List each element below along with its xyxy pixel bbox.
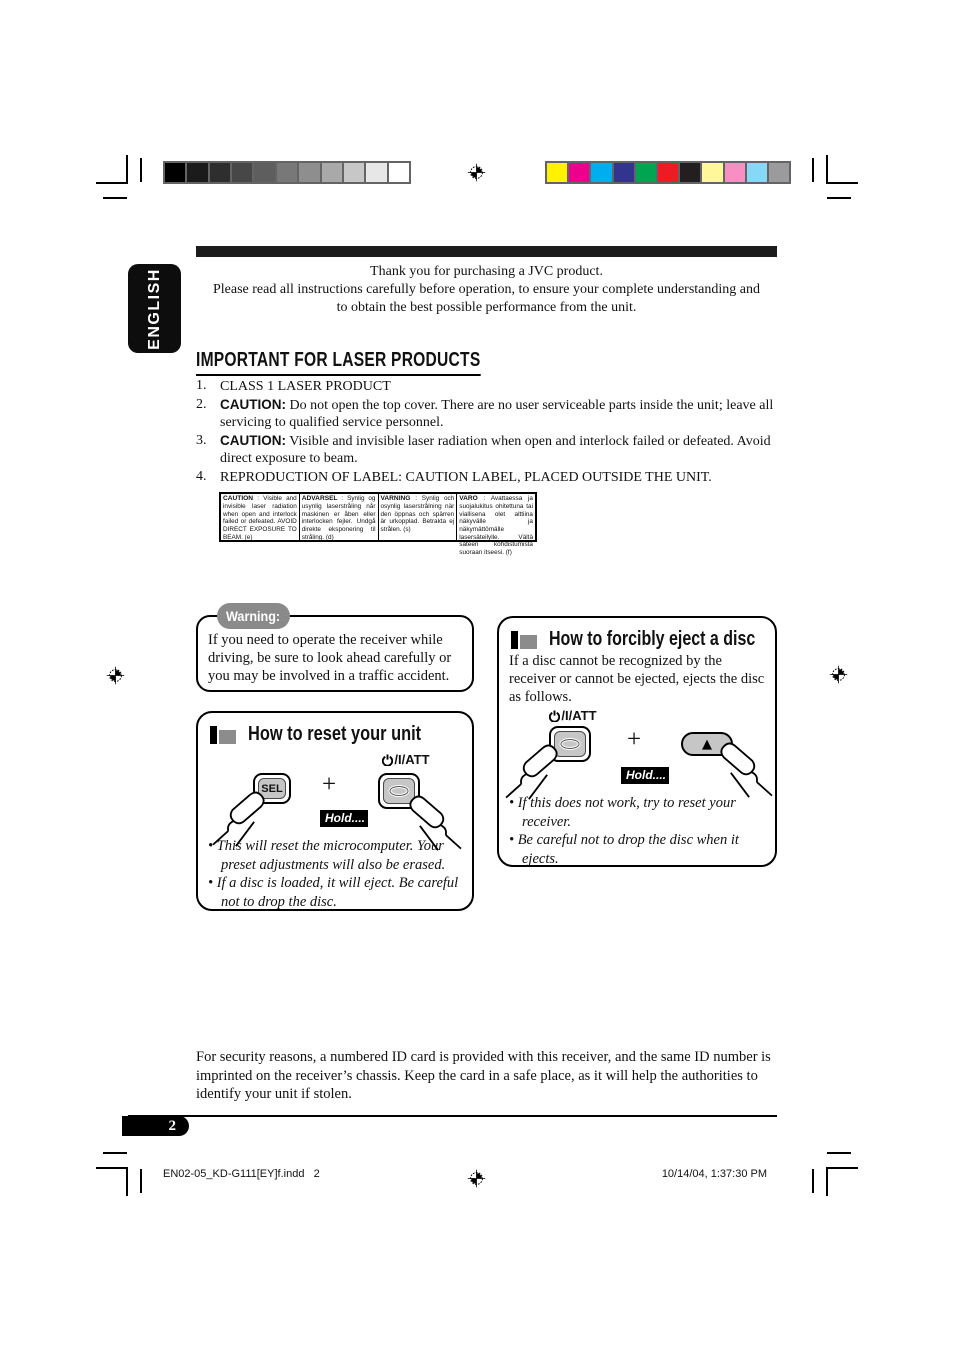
color-swatch: [725, 163, 747, 182]
color-swatch: [680, 163, 702, 182]
registration-mark-icon: [467, 1169, 486, 1188]
plus-sign: +: [322, 771, 337, 798]
color-swatch: [165, 163, 187, 182]
caution-label-column-english: CAUTION : Visible and invisible laser radiation when open and interlock failed or defeated. AVOID DIRECT EXPOSURE TO BEAM. (e): [221, 494, 300, 540]
color-swatch: [747, 163, 769, 182]
hold-badge: Hold....: [320, 810, 368, 827]
registration-mark-icon: [467, 163, 486, 182]
language-tab-english: [128, 264, 181, 353]
security-note: For security reasons, a numbered ID card is provided with this receiver, and the same ID number is imprinted on the receiver’s chassis. Keep the card in a safe place, as it will help the authorities to identify your unit if stolen.: [196, 1049, 771, 1102]
eject-box-title-row: [511, 628, 807, 651]
power-icon: [382, 754, 393, 766]
color-swatch: [299, 163, 321, 182]
forcibly-eject-box: [497, 616, 777, 867]
intro-line: Thank you for purchasing a JVC product.: [370, 264, 603, 279]
power-att-button-label: /I/ATT: [366, 752, 446, 767]
color-swatch: [254, 163, 276, 182]
warning-box: [196, 608, 474, 692]
power-icon: [549, 710, 560, 722]
finger-icon: [503, 741, 573, 801]
color-calibration-bar: [545, 161, 791, 184]
note-item: • Be careful not to drop the disc when it ejects.: [509, 831, 773, 868]
color-swatch: [210, 163, 232, 182]
color-swatch: [614, 163, 636, 182]
intro-line: to obtain the best possible performance from the unit.: [336, 300, 637, 315]
reset-unit-box: [196, 711, 474, 911]
eject-box-intro: If a disc cannot be recognized by the receiver or cannot be ejected, ejects the disc as follows.: [509, 653, 765, 705]
color-swatch: [366, 163, 388, 182]
warning-badge: [217, 603, 290, 629]
note-item: • If this does not work, try to reset your receiver.: [509, 794, 773, 831]
intro-line: Please read all instructions carefully before operation, to ensure your complete understanding and: [213, 282, 760, 297]
color-swatch: [658, 163, 680, 182]
registration-mark-icon: [829, 665, 848, 684]
color-swatch: [232, 163, 254, 182]
folder-icon: [511, 631, 537, 649]
list-item: 2. CAUTION: Do not open the top cover. There are no user serviceable parts inside the unit; leave all servicing to qualified service personnel.: [196, 396, 774, 431]
footer-file-info: EN02-05_KD-G111[EY]f.indd 2: [163, 1168, 320, 1180]
eject-icon: ▲: [702, 736, 712, 752]
color-swatch: [547, 163, 569, 182]
eject-box-notes: [509, 794, 773, 868]
color-swatch: [769, 163, 789, 182]
list-item: 1. CLASS 1 LASER PRODUCT: [196, 378, 391, 394]
sel-button-illustration: SEL: [253, 773, 291, 804]
page-number-tab: [122, 1116, 189, 1136]
color-swatch: [344, 163, 366, 182]
page-number: 2: [168, 1118, 176, 1134]
warning-badge-label: Warning:: [226, 608, 281, 624]
note-item: • This will reset the microcomputer. Your preset adjustments will also be erased.: [208, 837, 468, 874]
finger-icon: [705, 739, 775, 799]
hold-badge: Hold....: [621, 767, 669, 784]
color-swatch: [187, 163, 209, 182]
grayscale-calibration-bar: [163, 161, 411, 184]
registration-mark-icon: [106, 666, 125, 685]
list-item: 4. REPRODUCTION OF LABEL: CAUTION LABEL, PLACED OUTSIDE THE UNIT.: [196, 468, 712, 485]
section-heading: [196, 349, 561, 376]
footer-timestamp: 10/14/04, 1:37:30 PM: [661, 1168, 767, 1180]
section-divider-bar: [196, 246, 777, 257]
laser-items-list: [196, 377, 792, 487]
reset-box-title: How to reset your unit: [248, 723, 422, 745]
caution-label-column-finnish: VARO : Avattaessa ja suojalukitus ohitettuna tai viallisena olet alttiina näkyvälle ja näkymättömälle lasersäteilylle. Vältä säteen kohdistumista suoraan itseesi. (f): [459, 495, 533, 557]
caution-label-reproduction: [219, 492, 537, 557]
note-item: • If a disc is loaded, it will eject. Be careful not to drop the disc.: [208, 874, 468, 911]
section-heading-text: IMPORTANT FOR LASER PRODUCTS: [196, 349, 480, 376]
power-att-button-label: /I/ATT: [533, 708, 613, 723]
reset-box-notes: [208, 837, 468, 911]
eject-box-title: How to forcibly eject a disc: [549, 628, 756, 650]
caution-label-column-danish: ADVARSEL : Synlig og usynlig laserstråling når maskinen er åben eller interlocken fejler. Undgå direkte eksponering til stråling. (d): [300, 494, 379, 540]
plus-sign: +: [627, 726, 642, 753]
list-item: 3. CAUTION: Visible and invisible laser radiation when open and interlock failed or defeated. Avoid direct exposure to beam.: [196, 432, 771, 467]
color-swatch: [591, 163, 613, 182]
folder-icon: [210, 726, 236, 744]
color-swatch: [322, 163, 344, 182]
color-swatch: [389, 163, 409, 182]
language-tab-label: ENGLISH: [145, 267, 163, 350]
color-swatch: [636, 163, 658, 182]
intro-paragraph: [196, 263, 777, 317]
footer-rule: [128, 1115, 777, 1117]
color-swatch: [277, 163, 299, 182]
color-swatch: [702, 163, 724, 182]
warning-text: If you need to operate the receiver while driving, be sure to look ahead carefully or you may be involved in a traffic accident.: [208, 632, 452, 684]
reset-box-title-row: [210, 723, 459, 746]
color-swatch: [569, 163, 591, 182]
caution-label-column-swedish: VARNING : Synlig och osynlig laserstrålning när den öppnas och spärren är urkopplad. Betrakta ej strålen. (s): [379, 494, 458, 540]
